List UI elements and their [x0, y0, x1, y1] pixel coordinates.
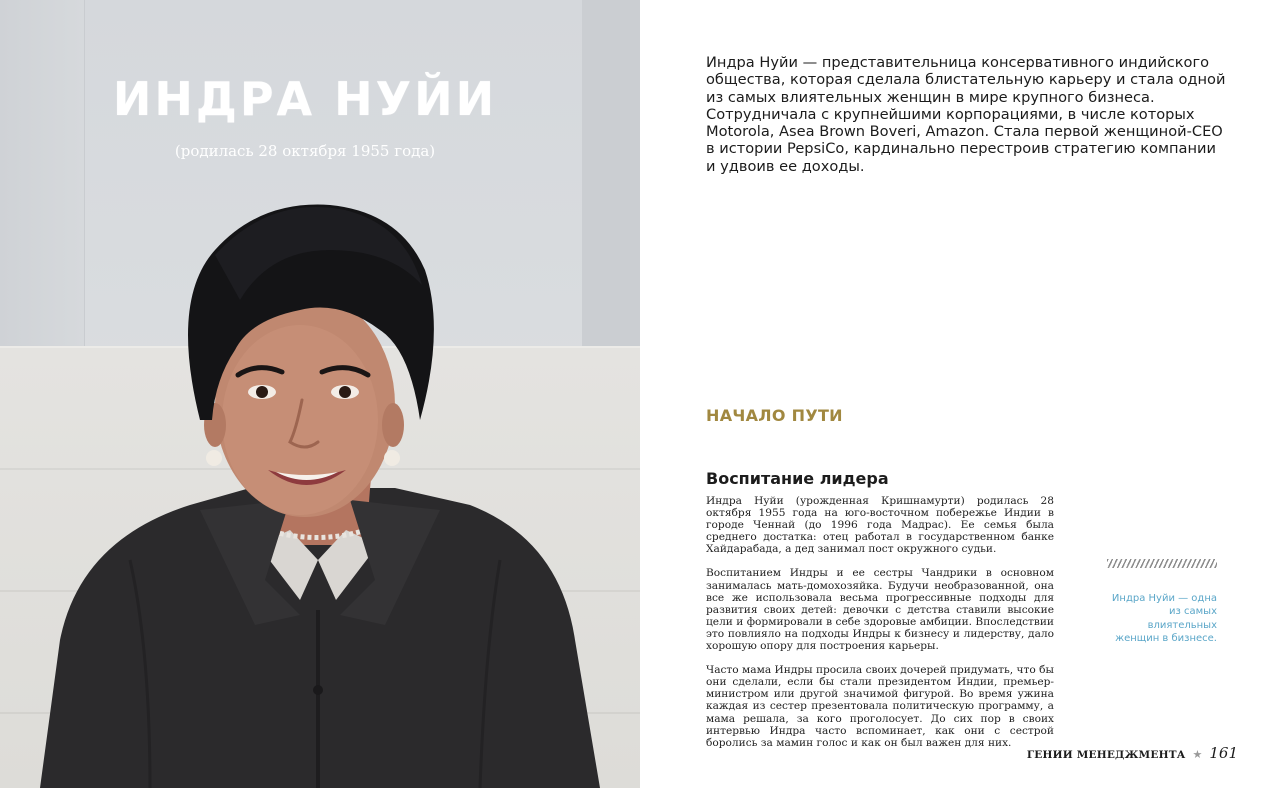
right-iris: [339, 386, 351, 398]
right-earring: [384, 450, 400, 466]
section-heading: НАЧАЛО ПУТИ: [706, 406, 843, 425]
body-paragraph-1: Индра Нуйи (урожденная Кришнамурти) родилась 28 октября 1955 года на юго-восточном побережье Индии в городе Ченнай (до 1996 года Мадрас). Ее семья была среднего достатка: отец работал в государственном банке Хайдарабада, а дед занимал пост окружного судьи.: [706, 495, 1054, 556]
body-paragraph-3: Часто мама Индры просила своих дочерей придумать, что бы они сделали, если бы стали президентом Индии, премьер-министром или другой значимой фигурой. Во время ужина каждая из сестер презентовала политическую программу, а мама решала, за кого проголосует. До сих пор в своих интервью Индра часто вспоминает, как они с сестрой боролись за мамин голос и как он был важен для них.: [706, 664, 1054, 749]
left-earring: [206, 450, 222, 466]
text-page: [640, 0, 1280, 788]
person-name-title: ИНДРА НУЙИ: [112, 72, 498, 126]
right-ear: [382, 403, 404, 447]
body-text: [706, 495, 1054, 761]
sidebar-stripe-divider: [1107, 559, 1217, 568]
face-shading: [222, 325, 378, 515]
page-footer: [1027, 744, 1238, 764]
footer-book-title: ГЕНИИ МЕНЕДЖМЕНТА: [1026, 749, 1186, 761]
sidebar-quote: Индра Нуйи — одна из самых влиятельных женщин в бизнесе.: [1111, 593, 1217, 645]
subheading: Воспитание лидера: [706, 469, 889, 488]
body-paragraph-2: Воспитанием Индры и ее сестры Чандрики в основном занималась мать-домохозяйка. Будучи необразованной, она все же использовала весьма прогрессивные подходы для развития своих детей: девочки с детства ставили высокие цели и формировали в себе здоровые амбиции. Впоследствии это повлияло на подходы Индры к бизнесу и лидерству, дало хорошую опору для построения карьеры.: [706, 567, 1054, 653]
star-icon: ★: [1192, 748, 1203, 761]
left-iris: [256, 386, 268, 398]
birth-date-caption: (родилась 28 октября 1955 года): [174, 142, 436, 160]
jacket-button: [313, 685, 323, 695]
page-number: 161: [1209, 744, 1238, 762]
intro-paragraph: Индра Нуйи — представительница консервативного индийского общества, которая сделала блистательную карьеру и стала одной из самых влиятельных женщин в мире крупного бизнеса. Сотрудничала с крупнейшими корпорациями, в числе которых Motorola, Asea Brown Boveri, Amazon. Стала первой женщиной-CEO в истории PepsiCo, кардинально перестроив стратегию компании и удвоив ее доходы.: [706, 54, 1226, 175]
